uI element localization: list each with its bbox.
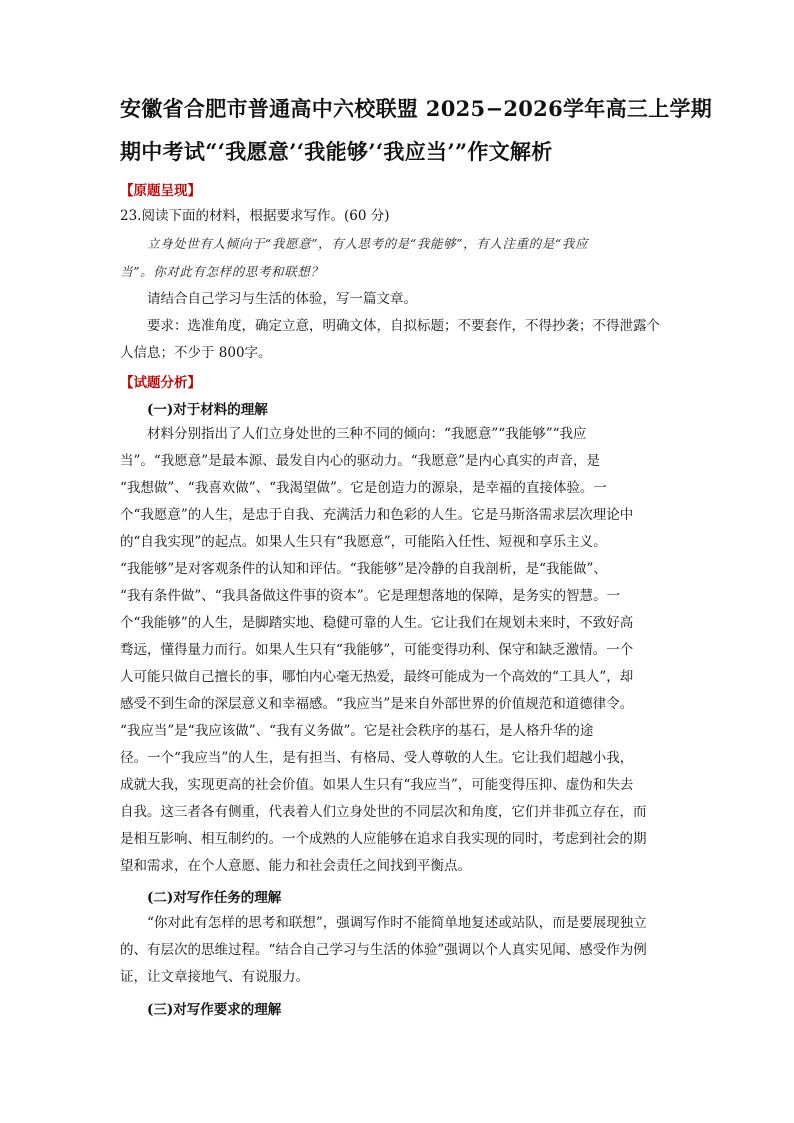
paragraph-line: 个“我愿意”的人生，是忠于自我、充满活力和色彩的人生。它是马斯洛需求层次理论中 bbox=[120, 507, 634, 523]
material-line-1: 立身处世有人倾向于“我愿意”，有人思考的是“我能够”，有人注重的是“我应 bbox=[147, 236, 589, 251]
section-heading-original: 【原题呈现】 bbox=[120, 183, 201, 199]
paragraph-line: 感受不到生命的深层意义和幸福感。“我应当”是来自外部世界的价值规范和道德律令。 bbox=[120, 696, 634, 712]
paragraph-line: “我能够”是对客观条件的认知和评估。“我能够”是冷静的自我剖析，是“我能做”、 bbox=[120, 561, 607, 577]
paragraph-line: 自我。这三者各有侧重，代表着人们立身处世的不同层次和角度，它们并非孤立存在，而 bbox=[120, 804, 647, 820]
section-heading-analysis: 【试题分析】 bbox=[120, 375, 201, 391]
paragraph-line: “你对此有怎样的思考和联想”，强调写作时不能简单地复述或站队，而是要展现独立 bbox=[147, 915, 647, 931]
paragraph-line: 当”。“我愿意”是最本源、最发自内心的驱动力。“我愿意”是内心真实的声音，是 bbox=[120, 453, 601, 469]
requirement-line-2: 人信息；不少于 800字。 bbox=[120, 345, 272, 361]
requirement-line-1: 要求：选准角度，确定立意，明确文体，自拟标题；不要套作，不得抄袭；不得泄露个 bbox=[147, 318, 660, 334]
paragraph-line: 成就大我，实现更高的社会价值。如果人生只有“我应当”，可能变得压抑、虚伪和失去 bbox=[120, 777, 634, 793]
paragraph-line: 人可能只做自己擅长的事，哪怕内心毫无热爱，最终可能成为一个高效的“工具人”，却 bbox=[120, 669, 634, 685]
paragraph-line: “我有条件做”、“我具备做这件事的资本”。它是理想落地的保障，是务实的智慧。一 bbox=[120, 588, 621, 604]
paragraph-line: “我想做”、“我喜欢做”、“我渴望做”。它是创造力的源泉，是幸福的直接体验。一 bbox=[120, 480, 607, 496]
paragraph-line: 材料分别指出了人们立身处世的三种不同的倾向：“我愿意”“我能够”“我应 bbox=[147, 426, 587, 442]
paragraph-line: 证，让文章接地气、有说服力。 bbox=[120, 969, 309, 985]
subheading-task: (二)对写作任务的理解 bbox=[147, 890, 282, 906]
document-title-line-1: 安徽省合肥市普通高中六校联盟 2025−2026学年高三上学期 bbox=[120, 96, 713, 121]
paragraph-line: 骛远，懂得量力而行。如果人生只有“我能够”，可能变得功利、保守和缺乏激情。一个 bbox=[120, 642, 634, 658]
paragraph-line: 望和需求，在个人意愿、能力和社会责任之间找到平衡点。 bbox=[120, 858, 471, 874]
instruction-text: 请结合自己学习与生活的体验，写一篇文章。 bbox=[147, 291, 417, 307]
paragraph-line: 的“自我实现”的起点。如果人生只有“我愿意”，可能陷入任性、短视和享乐主义。 bbox=[120, 534, 607, 550]
paragraph-line: 的、有层次的思维过程。“结合自己学习与生活的体验”强调以个人真实见闻、感受作为例 bbox=[120, 942, 647, 958]
question-text: 23.阅读下面的材料，根据要求写作。(60 分) bbox=[120, 208, 390, 224]
paragraph-line: 是相互影响、相互制约的。一个成熟的人应能够在追求自我实现的同时，考虑到社会的期 bbox=[120, 831, 647, 847]
paragraph-line: 个“我能够”的人生，是脚踏实地、稳健可靠的人生。它让我们在规划未来时，不致好高 bbox=[120, 615, 634, 631]
subheading-material: (一)对于材料的理解 bbox=[147, 402, 268, 418]
document-title-line-2: 期中考试“‘我愿意’‘我能够’‘我应当’”作文解析 bbox=[120, 139, 553, 164]
material-line-2: 当”。你对此有怎样的思考和联想？ bbox=[120, 264, 324, 279]
paragraph-line: “我应当”是“我应该做”、“我有义务做”。它是社会秩序的基石，是人格升华的途 bbox=[120, 723, 594, 739]
subheading-requirements: (三)对写作要求的理解 bbox=[147, 1002, 282, 1018]
paragraph-line: 径。一个“我应当”的人生，是有担当、有格局、受人尊敬的人生。它让我们超越小我， bbox=[120, 750, 634, 766]
